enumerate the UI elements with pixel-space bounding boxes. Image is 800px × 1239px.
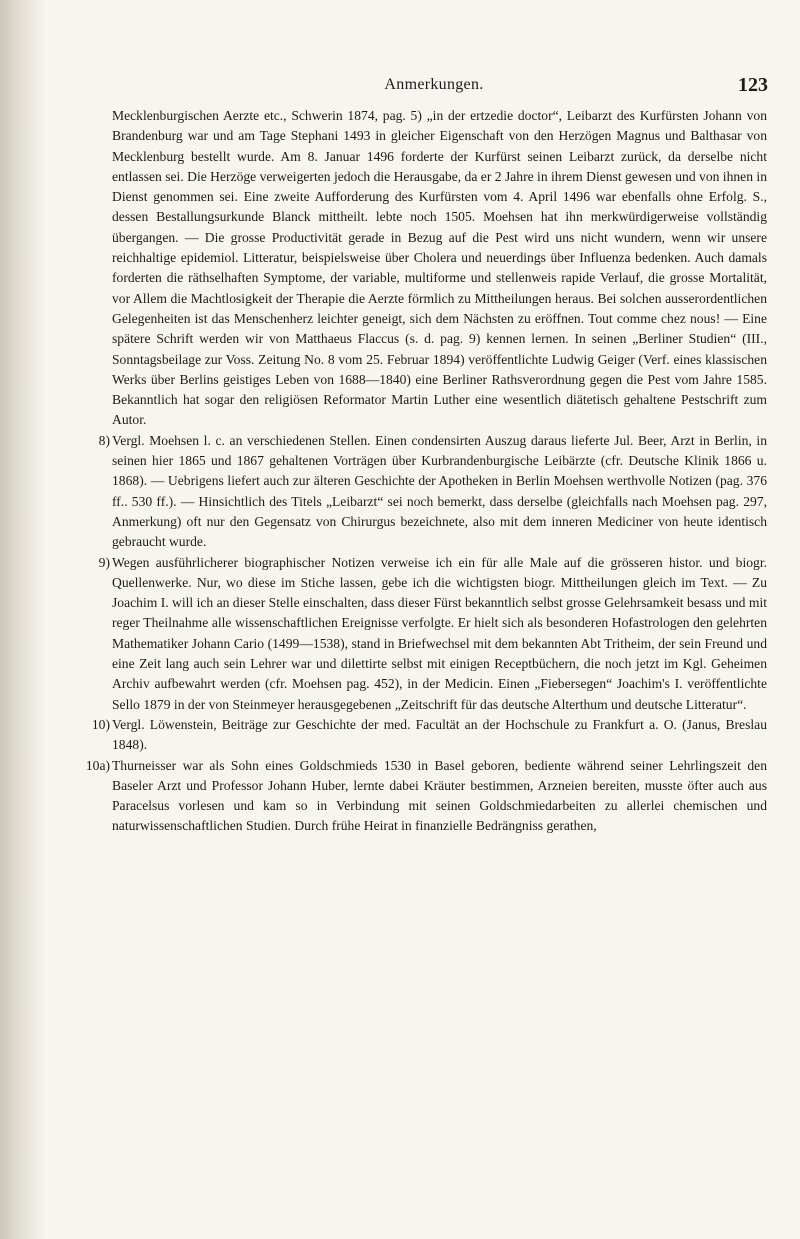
note-10 xyxy=(91,715,767,756)
note-text: Mecklenburgischen Aerzte etc., Schwerin 1874, pag. 5) „in der ertzedie doctor“, Leibarzt des Kurfürsten Johann von Brandenburg war und am Tage Stephani 1493 in gleicher Eigenschaft von den Herzögen Magnus und Balthasar von Mecklenburg bestellt wurde. Am 8. Januar 1496 forderte der Kurfürst seinen Leibarzt zurück, da derselbe nicht entlassen sei. Die Herzöge verweigerten jedoch die Herausgabe, da er 2 Jahre in ihrem Dienst gewesen und von ihnen in Dienst genommen sei. Eine zweite Aufforderung des Kurfürsten vom 4. April 1496 war ebenfalls ohne Erfolg. S., dessen Bestallungsurkunde Blanck mittheilt. lebte noch 1505. Moehsen hat ihn merkwürdigerweise vollständig übergangen. — Die grosse Productivität gerade in Bezug auf die Pest wird uns nicht wundern, wenn wir unsere reichhaltige epidemiol. Litteratur, beispielsweise über Cholera und neuerdings über Influenza bedenken. Auch damals forderten die räthselhaften Symptome, der variable, multiforme und stellenweis rapide Verlauf, die grosse Mortalität, vor Allem die Machtlosigkeit der Therapie die Aerzte förmlich zu Mittheilungen heraus. Bei solchen ausserordentlichen Gelegenheiten ist das Menschenherz leichter geneigt, sich dem Nächsten zu eröffnen. Tout comme chez nous! — Eine spätere Schrift werden wir von Matthaeus Flaccus (s. d. pag. 9) kennen lernen. In seinen „Berliner Studien“ (III., Sonntagsbeilage zur Voss. Zeitung No. 8 vom 25. Februar 1894) veröffentlichte Ludwig Geiger (Verf. eines klassischen Werks über Berlins geistiges Leben von 1688—1840) eine Berliner Rathsverordnung gegen die Pest vom Jahre 1585. Bekanntlich hat sogar den religiösen Reformator Martin Luther eine wesentlich diätetisch gehaltene Pestschrift zum Autor. xyxy=(112,108,767,428)
page-number: 123 xyxy=(738,74,768,96)
note-continuation xyxy=(112,106,767,431)
note-number: 10a) xyxy=(85,757,110,773)
binding-shadow xyxy=(0,0,46,1239)
note-number: 8) xyxy=(98,432,110,448)
page-header xyxy=(100,76,768,100)
note-text: Vergl. Moehsen l. c. an verschiedenen Stellen. Einen condensirten Auszug daraus lieferte Jul. Beer, Arzt in Berlin, in seinen hier 1865 und 1867 gehaltenen Vorträgen über Kurbrandenburgische Leibärzte (cfr. Deutsche Klinik 1866 u. 1868). — Uebrigens liefert auch zur älteren Geschichte der Apotheken in Berlin Moehsen werthvolle Notizen (pag. 376 ff.. 530 ff.). — Hinsichtlich des Titels „Leibarzt“ sei noch bemerkt, dass derselbe (gleichfalls nach Moehsen pag. 297, Anmerkung) oft nur den Gegensatz von Chirurgus bezeichnete, also mit dem inneren Mediciner von heute identisch gebraucht wurde. xyxy=(112,432,767,550)
note-9 xyxy=(98,553,767,715)
note-8 xyxy=(98,431,767,553)
note-number: 10) xyxy=(91,716,110,732)
note-text: Wegen ausführlicherer biographischer Notizen verweise ich ein für alle Male auf die grösseren histor. und biogr. Quellenwerke. Nur, wo diese im Stiche lassen, gebe ich die wichtigsten biogr. Mittheilungen gleich im Text. — Zu Joachim I. will ich an dieser Stelle einschalten, dass dieser Fürst bekanntlich selbst grosse Gelehrsamkeit besass und mit reger Theilnahme alle wissenschaftlichen Ereignisse verfolgte. Er hielt sich als besonderen Hofastrologen den gelehrten Mathematiker Johann Cario (1499—1538), stand in Briefwechsel mit dem bekannten Abt Tritheim, der sein Freund und eine Zeit lang auch sein Lehrer war und dilettirte selbst mit einigen Receptbüchern, die noch jetzt im Kgl. Geheimen Archiv aufbewahrt werden (cfr. Moehsen pag. 452), in der Medicin. Einen „Fiebersegen“ Joachim's I. veröffentlichte Sello 1879 in der von Steinmeyer herausgegebenen „Zeitschrift für das deutsche Alterthum und deutsche Litteratur“. xyxy=(112,554,767,712)
notes-body xyxy=(85,106,767,837)
running-title: Anmerkungen. xyxy=(384,76,484,93)
note-10a xyxy=(85,756,767,837)
note-text: Thurneisser war als Sohn eines Goldschmieds 1530 in Basel geboren, bediente während seiner Lehrlingszeit den Baseler Arzt und Professor Johann Huber, lernte dabei Kräuter bestimmen, Arzneien bereiten, musste öfter auch aus Paracelsus vorlesen und kam so in Verbindung mit seinen Goldschmiedarbeiten zu allerlei chemischen und naturwissenschaftlichen Studien. Durch frühe Heirat in finanzielle Bedrängniss gerathen, xyxy=(112,757,767,834)
note-text: Vergl. Löwenstein, Beiträge zur Geschichte der med. Facultät an der Hochschule zu Frankfurt a. O. (Janus, Breslau 1848). xyxy=(112,716,767,753)
note-number: 9) xyxy=(98,554,110,570)
